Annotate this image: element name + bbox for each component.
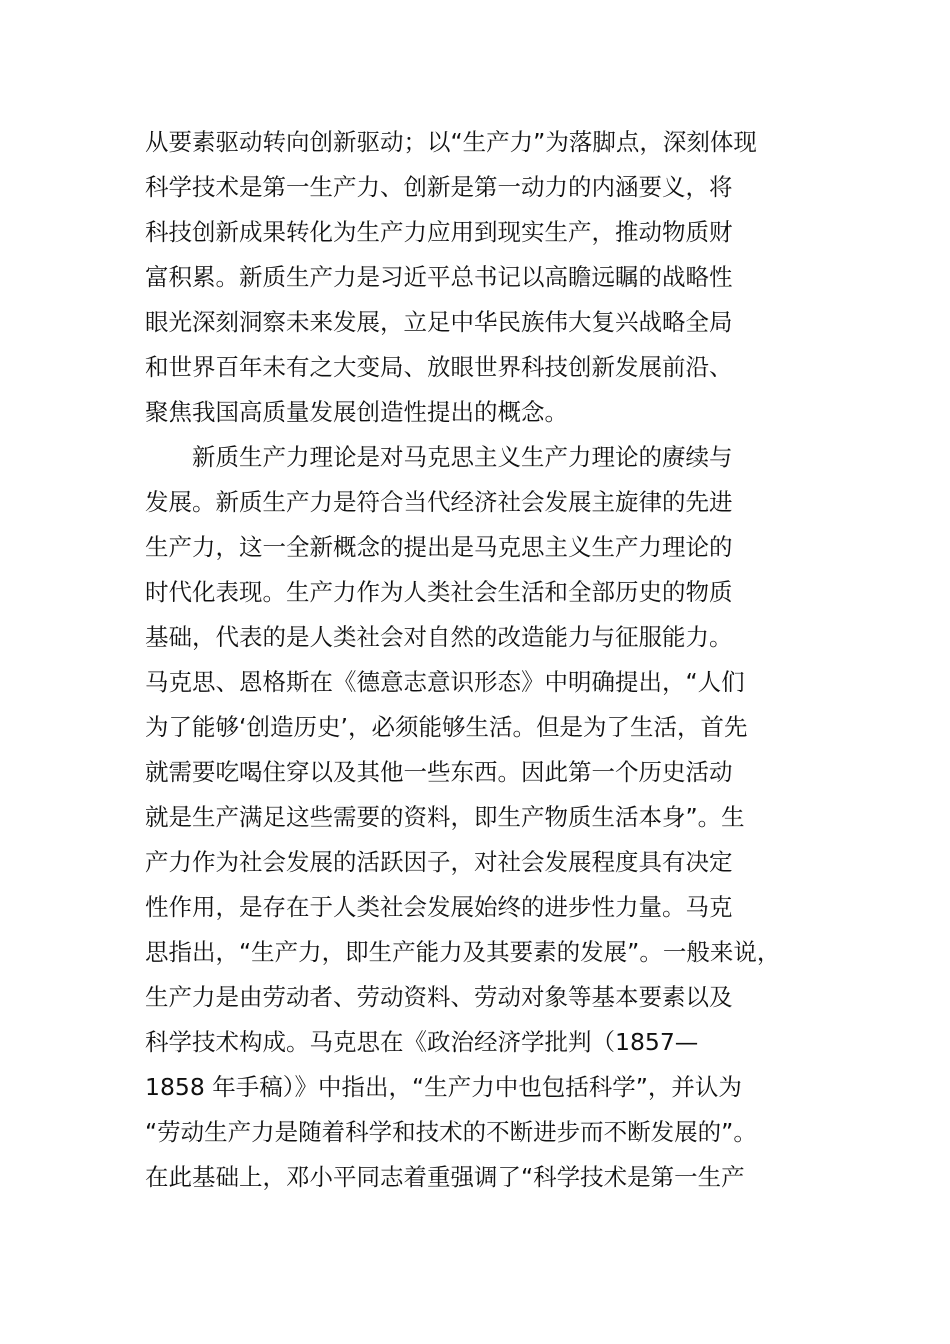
text-line: 产力作为社会发展的活跃因子，对社会发展程度具有决定 xyxy=(145,848,733,876)
text-line: 性作用，是存在于人类社会发展始终的进步性力量。马克 xyxy=(145,893,733,921)
text-line: 就需要吃喝住穿以及其他一些东西。因此第一个历史活动 xyxy=(145,758,733,786)
text-line: 思指出，“生产力，即生产能力及其要素的发展”。一般来说， xyxy=(145,938,781,966)
text-line: 就是生产满足这些需要的资料，即生产物质生活本身”。生 xyxy=(145,803,745,831)
text-line: 生产力是由劳动者、劳动资料、劳动对象等基本要素以及 xyxy=(145,983,733,1011)
text-line: 科学技术是第一生产力、创新是第一动力的内涵要义，将 xyxy=(145,173,733,201)
text-line: 眼光深刻洞察未来发展，立足中华民族伟大复兴战略全局 xyxy=(145,308,733,336)
text-line: “劳动生产力是随着科学和技术的不断进步而不断发展的”。 xyxy=(145,1118,757,1146)
text-line: 基础，代表的是人类社会对自然的改造能力与征服能力。 xyxy=(145,623,733,651)
text-line: 时代化表现。生产力作为人类社会生活和全部历史的物质 xyxy=(145,578,733,606)
text-line: 马克思、恩格斯在《德意志意识形态》中明确提出，“人们 xyxy=(145,668,745,696)
text-line: 发展。新质生产力是符合当代经济社会发展主旋律的先进 xyxy=(145,488,733,516)
text-line: 和世界百年未有之大变局、放眼世界科技创新发展前沿、 xyxy=(145,353,733,381)
text-line: 1858 年手稿）》中指出，“生产力中也包括科学”，并认为 xyxy=(145,1073,742,1101)
text-line: 科学技术构成。马克思在《政治经济学批判（1857— xyxy=(145,1028,699,1056)
text-line: 科技创新成果转化为生产力应用到现实生产，推动物质财 xyxy=(145,218,733,246)
text-line: 在此基础上，邓小平同志着重强调了“科学技术是第一生产 xyxy=(145,1163,745,1191)
text-line: 生产力，这一全新概念的提出是马克思主义生产力理论的 xyxy=(145,533,733,561)
paragraph-first-line: 新质生产力理论是对马克思主义生产力理论的赓续与 xyxy=(192,443,733,471)
text-line: 从要素驱动转向创新驱动；以“生产力”为落脚点，深刻体现 xyxy=(145,128,757,156)
text-line: 为了能够‘创造历史’，必须能够生活。但是为了生活，首先 xyxy=(145,713,748,741)
text-line: 聚焦我国高质量发展创造性提出的概念。 xyxy=(145,398,568,426)
text-line: 富积累。新质生产力是习近平总书记以高瞻远瞩的战略性 xyxy=(145,263,733,291)
